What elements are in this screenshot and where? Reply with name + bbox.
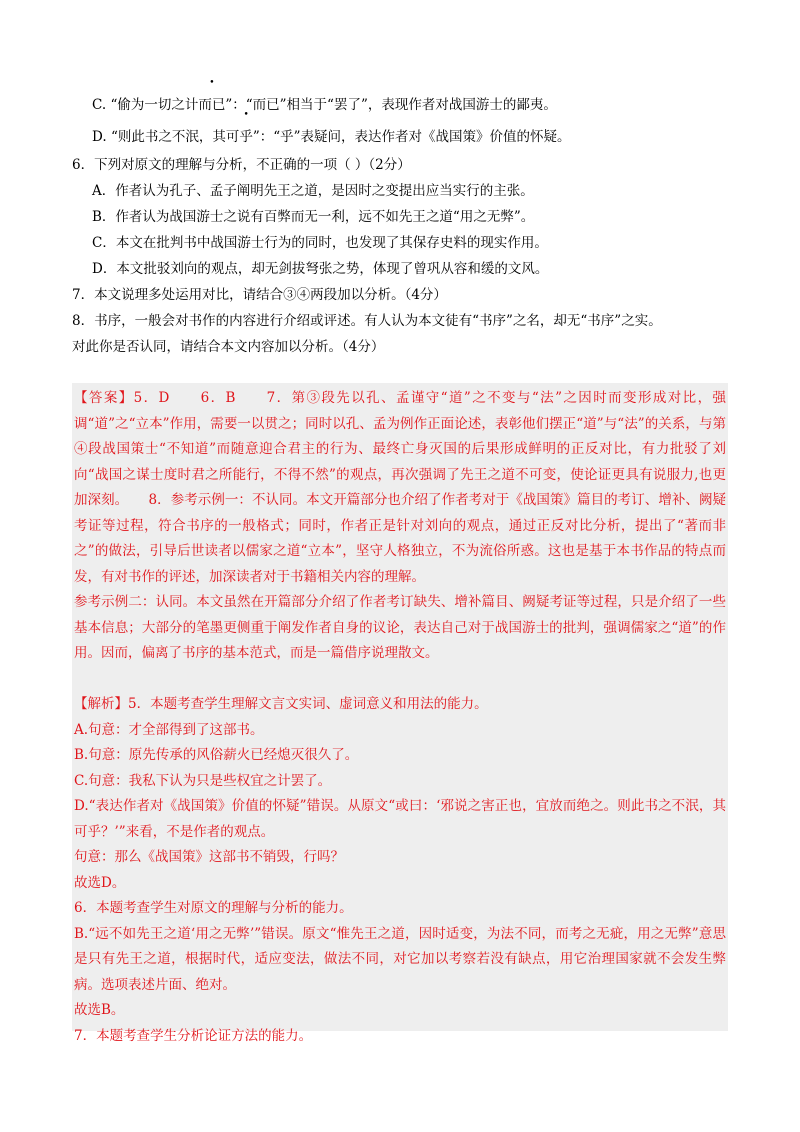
q8-stem-line1: 8．书序，一般会对书作的内容进行介绍或评述。有人认为本文徒有“书序”之名，却无“书序”之实。 [72, 313, 662, 329]
q5-option-d [72, 124, 732, 150]
q6-option-a: A．作者认为孔子、孟子阐明先王之道，是因时之变提出应当实行的主张。 [92, 183, 534, 199]
answer-text: 【答案】5．D 6．B 7．第③段先以孔、孟谨守“道”之不变与“法”之因时而变形成对比，强调“道”之“立本”作用，需要一以贯之；同时以孔、孟为例作正面论述，表彰他们摆正“道”与“法”的关系，与第④段战国策士“不知道”而随意迎合君主的行为、最终亡身灭国的后果形成鲜明的正反对比，有力批驳了刘向“战国之谋士度时君之所能行，不得不然”的观点，再次强调了先王之道不可变，使论证更具有说服力,也更加深刻。 8．参考示例一：不认同。本文开篇部分也介绍了作者考对于《战国策》篇目的考订、增补、阙疑考证等过程，符合书序的一般格式；同时，作者正是针对刘向的观点，通过正反对比分析，提出了“著而非之”的做法，引导后世读者以儒家之道“立本”，坚守人格独立，不为流俗所惑。这也是基于本书作品的特点而发，有对书作的评述，加深读者对于书籍相关内容的理解。 [74, 390, 726, 585]
q6-option-b: B．作者认为战国游士之说有百弊而无一利，远不如先王之道“用之无弊”。 [92, 209, 535, 225]
option-label: C. [92, 97, 107, 113]
answer-example-two: 参考示例二：认同。本文虽然在开篇部分介绍了作者考订缺失、增补篇目、阙疑考证等过程，只是介绍了一些基本信息；大部分的笔墨更侧重于阐发作者自身的议论，表达自己对于战国游士的批判，强调儒家之“道”的作用。因而，偏离了书序的基本范式，而是一篇借序说理散文。 [74, 594, 726, 661]
analysis-q5-choice: 故选D。 [74, 874, 126, 891]
analysis-q5-c: C.句意：我私下认为只是些权宜之计罢了。 [74, 772, 332, 789]
analysis-q6-intro: 6．本题考查学生对原文的理解与分析的能力。 [74, 900, 353, 916]
q6-stem: 6．下列对原文的理解与分析，不正确的一项（ ）（2分） [72, 157, 411, 173]
option-text-prefix: “偷为一切之计 [110, 97, 199, 113]
q6-option-c: C．本文在批判书中战国游士行为的同时，也发现了其保存史料的现实作用。 [92, 235, 548, 251]
option-label: D. [92, 129, 107, 145]
emphasis-dotted-text: 而已 [198, 97, 226, 113]
analysis-q5-intro: 【解析】5．本题考查学生理解文言文实词、虚词意义和用法的能力。 [74, 696, 488, 712]
analysis-q5-b: B.句意：原先传承的风俗薪火已经熄灭很久了。 [74, 747, 359, 763]
emphasis-dotted-text: 乎 [239, 129, 253, 145]
analysis-q6-b: B.“远不如先王之道‘用之无弊’”错误。原文“惟先王之道，因时适变，为法不同，而考之无疵，用之无弊”意思是只有先王之道，根据时代，适应变法，做法不同，对它加以考察若没有缺点，用它治理国家就不会发生弊病。选项表述片面、绝对。 [74, 925, 726, 993]
option-text-suffix: ”：“而已”相当于“罢了”，表现作者对战国游士的鄙夷。 [225, 97, 557, 113]
q6-option-d: D．本文批驳刘向的观点，却无剑拔弩张之势，体现了曾巩从容和缓的文风。 [92, 261, 549, 277]
answer-section [74, 386, 726, 1049]
q5-option-c [72, 92, 732, 118]
analysis-q5-d: D.“表达作者对《战国策》价值的怀疑”错误。从原文“或曰：‘邪说之害正也，宜放而绝之。则此书之不泯，其可乎？’”来看，不是作者的观点。 [74, 798, 726, 840]
analysis-q6-choice: 故选B。 [74, 1002, 125, 1018]
analysis-q5-translation: 句意：那么《战国策》这部书不销毁，行吗？ [74, 849, 344, 865]
analysis-q7-intro: 7．本题考查学生分析论证方法的能力。 [74, 1027, 313, 1044]
option-text-prefix: “则此书之不泯，其可 [110, 129, 240, 145]
section-spacer [74, 667, 726, 693]
option-text-suffix: ”：“乎”表疑问，表达作者对《战国策》价值的怀疑。 [252, 129, 571, 145]
q8-stem-line2: 对此你是否认同，请结合本文内容加以分析。（4分） [72, 339, 385, 355]
analysis-q5-a: A.句意：才全部得到了这部书。 [74, 721, 264, 738]
q7-stem: 7．本文说理多处运用对比，请结合③④两段加以分析。（4分） [72, 287, 447, 303]
questions-section [72, 92, 732, 360]
